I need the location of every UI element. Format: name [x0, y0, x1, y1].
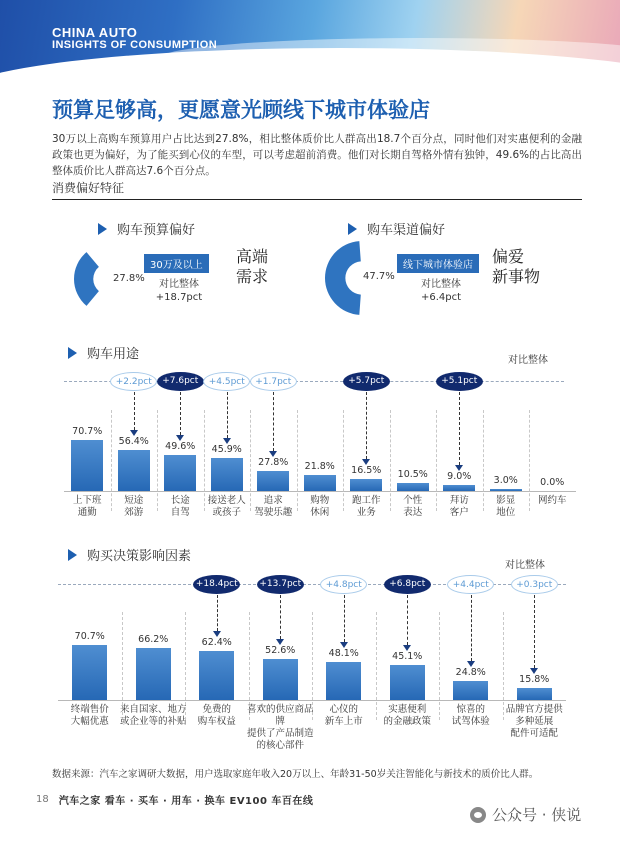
factors-bar — [263, 659, 298, 700]
factors-category-label — [245, 704, 317, 752]
factors-heading-label: 购买决策影响因素 — [87, 549, 192, 564]
usage-bar — [443, 485, 475, 491]
factors-bar — [136, 648, 171, 700]
usage-bar — [118, 450, 150, 491]
usage-category-label-line: 驾驶乐趣 — [254, 507, 293, 518]
factors-delta-arrow — [471, 595, 472, 661]
usage-delta-arrow — [273, 392, 274, 451]
usage-category-label-line: 拜访 — [449, 495, 469, 506]
usage-category-label — [525, 495, 580, 507]
factors-category-label-line: 惊喜的 — [456, 704, 485, 715]
factors-heading — [68, 545, 191, 564]
usage-category-label-line: 网约车 — [537, 495, 567, 506]
usage-category-label-line: 表达 — [403, 507, 423, 518]
intro-paragraph: 30万以上高购车预算用户占比达到27.8%，相比整体质价比人群高出18.7个百分点，同时他们对实惠便利的金融政策也更为偏好，为了能买到心仪的车型，可以考虑超前消费。他们对长期自驾格外情有独钟，49.6%的占比高出整体质价比人群高达7.6个百分点。 — [52, 133, 582, 177]
usage-delta-arrow — [366, 392, 367, 459]
factors-delta-pill: +4.8pct — [320, 575, 367, 594]
watermark-text: 公众号 · 侠说 — [492, 806, 582, 824]
usage-heading-label: 购车用途 — [87, 347, 140, 362]
usage-bar — [164, 455, 196, 491]
banner-wave-decoration — [0, 48, 620, 86]
factors-bar — [390, 665, 425, 700]
channel-feature-line-2: 新事物 — [492, 267, 541, 286]
usage-bar — [350, 479, 382, 491]
usage-category-label-line: 郊游 — [124, 507, 144, 518]
budget-compare-label: 对比整体 — [159, 279, 199, 290]
usage-delta-pill: +1.7pct — [250, 372, 297, 391]
factors-category-label-line: 的核心部件 — [256, 740, 304, 751]
usage-category-label-line: 或孩子 — [212, 507, 241, 518]
channel-tag: 线下城市体验店 — [397, 254, 479, 273]
factors-category-label — [499, 704, 571, 740]
triangle-bullet-icon — [348, 223, 357, 235]
factors-value-label: 45.1% — [392, 650, 423, 662]
usage-bar — [211, 458, 243, 491]
channel-pie-slice — [325, 241, 361, 315]
factors-category-label — [372, 704, 444, 728]
usage-bar — [490, 489, 522, 491]
factors-category-label-line: 来自国家、地方 — [119, 704, 187, 715]
factors-category-label-line: 多种延展 — [515, 716, 554, 727]
factors-delta-pill: +18.4pct — [193, 575, 240, 594]
channel-compare-label: 对比整体 — [421, 279, 461, 290]
triangle-bullet-icon — [68, 549, 77, 561]
factors-category-label-line: 喜欢的供应商品牌 — [246, 704, 314, 727]
channel-feature-line-1: 偏爱 — [492, 247, 525, 266]
usage-delta-pill: +5.1pct — [436, 372, 483, 391]
budget-heading — [98, 219, 195, 238]
factors-value-label: 62.4% — [201, 637, 232, 649]
usage-category-label-line: 追求 — [263, 495, 283, 506]
usage-delta-pill: +4.5pct — [203, 372, 250, 391]
usage-value-label: 49.6% — [165, 441, 196, 453]
usage-category-label-line: 跑工作 — [351, 495, 381, 506]
factors-delta-arrow — [217, 595, 218, 631]
usage-value-label: 16.5% — [351, 465, 382, 477]
usage-category-label-line: 通勤 — [77, 507, 97, 518]
triangle-bullet-icon — [98, 223, 107, 235]
factors-category-label — [181, 704, 253, 728]
factors-value-label: 70.7% — [74, 630, 105, 642]
factors-category-label-line: 购车权益 — [197, 716, 236, 727]
factors-category-label-line: 大幅优惠 — [70, 716, 109, 727]
usage-value-label: 3.0% — [493, 474, 518, 486]
factors-category-label-line: 实惠便利 — [388, 704, 427, 715]
brand-line-2: INSIGHTS OF CONSUMPTION — [52, 39, 218, 51]
budget-heading-label: 购车预算偏好 — [117, 223, 196, 238]
factors-category-label-line: 心仪的 — [329, 704, 358, 715]
usage-bar — [304, 475, 336, 491]
usage-category-label-line: 上下班 — [72, 495, 102, 506]
section-title: 消费偏好特征 — [52, 179, 582, 200]
channel-compare — [405, 278, 477, 304]
page-title: 预算足够高，更愿意光顾线下城市体验店 — [52, 98, 430, 122]
channel-compare-value: +6.4pct — [420, 292, 462, 303]
usage-delta-arrow — [180, 392, 181, 435]
factors-category-label — [435, 704, 507, 728]
budget-feature-line-1: 高端 — [236, 247, 269, 266]
usage-value-label: 0.0% — [540, 477, 565, 488]
usage-category-label-line: 接送老人 — [207, 495, 246, 506]
usage-value-label: 9.0% — [447, 470, 472, 482]
usage-category-label-line: 长途 — [170, 495, 190, 506]
usage-value-label: 27.8% — [258, 456, 289, 468]
channel-percent: 47.7% — [363, 271, 395, 282]
factors-delta-pill: +4.4pct — [447, 575, 494, 594]
budget-percent: 27.8% — [113, 273, 145, 284]
factors-delta-pill: +0.3pct — [511, 575, 558, 594]
budget-feature-line-2: 需求 — [236, 267, 269, 286]
factors-bar — [199, 651, 234, 700]
usage-delta-pill: +7.6pct — [157, 372, 204, 391]
budget-compare — [145, 278, 213, 304]
usage-compare-note: 对比整体 — [508, 355, 548, 366]
data-source-note: 数据来源：汽车之家调研大数据，用户选取家庭年收入20万以上、年龄31-50岁关注智能化与新技术的质价比人群。 — [52, 769, 539, 780]
factors-category-label-line: 终端售价 — [70, 704, 109, 715]
factors-delta-arrow — [407, 595, 408, 645]
budget-feature — [236, 247, 268, 287]
usage-category-label-line: 影显 — [496, 495, 516, 506]
channel-heading-label: 购车渠道偏好 — [367, 223, 446, 238]
factors-category-label-line: 试驾体验 — [451, 716, 490, 727]
usage-delta-arrow — [227, 392, 228, 438]
budget-tag: 30万及以上 — [144, 254, 209, 273]
factors-value-label: 66.2% — [138, 634, 169, 646]
footer-brands: 汽车之家 看车 · 买车 · 用车 · 换车 EV100 车百在线 — [58, 796, 314, 807]
factors-value-label: 24.8% — [455, 666, 486, 678]
usage-delta-pill: +5.7pct — [343, 372, 390, 391]
factors-category-label-line: 或企业等的补贴 — [119, 716, 187, 727]
factors-category-label-line: 新车上市 — [324, 716, 363, 727]
usage-bar — [71, 440, 103, 491]
usage-category-label-line: 客户 — [449, 507, 469, 518]
usage-value-label: 45.9% — [211, 443, 242, 455]
budget-pie-slice — [74, 252, 99, 306]
usage-category-label-line: 地位 — [496, 507, 516, 518]
factors-bar — [517, 688, 552, 700]
factors-delta-pill: +13.7pct — [257, 575, 304, 594]
usage-value-label: 56.4% — [118, 436, 149, 448]
factors-bar — [453, 681, 488, 700]
usage-value-label: 21.8% — [304, 461, 335, 473]
usage-bar — [257, 471, 289, 491]
usage-baseline — [64, 491, 576, 492]
wechat-icon — [470, 807, 486, 823]
brand-logo-text — [52, 26, 217, 52]
usage-category-label-line: 休闲 — [310, 507, 330, 518]
wechat-watermark — [470, 804, 581, 825]
triangle-bullet-icon — [68, 347, 77, 359]
usage-category-label-line: 短途 — [124, 495, 144, 506]
factors-value-label: 15.8% — [519, 673, 550, 685]
header-banner — [0, 0, 620, 86]
usage-bar — [397, 483, 429, 491]
factors-category-label-line: 免费的 — [202, 704, 231, 715]
factors-category-label-line: 配件可适配 — [510, 728, 558, 739]
usage-heading — [68, 343, 139, 362]
factors-delta-arrow — [280, 595, 281, 639]
factors-category-label — [308, 704, 380, 728]
channel-feature — [492, 247, 540, 287]
usage-delta-arrow — [134, 392, 135, 430]
channel-heading — [348, 219, 445, 238]
usage-delta-pill: +2.2pct — [110, 372, 157, 391]
brand-line-1: CHINA AUTO — [52, 25, 138, 40]
factors-category-label — [54, 704, 126, 728]
page-footer — [36, 792, 313, 807]
usage-category-label-line: 自驾 — [170, 507, 190, 518]
factors-bar — [72, 645, 107, 700]
factors-category-label-line: 的金融政策 — [383, 716, 431, 727]
usage-value-label: 70.7% — [72, 426, 103, 438]
factors-compare-note: 对比整体 — [505, 560, 545, 571]
factors-value-label: 48.1% — [328, 648, 359, 660]
usage-category-label-line: 业务 — [356, 507, 376, 518]
factors-delta-pill: +6.8pct — [384, 575, 431, 594]
factors-category-label-line: 品牌官方提供 — [505, 704, 563, 715]
factors-bar — [326, 662, 361, 700]
usage-category-label-line: 购物 — [310, 495, 330, 506]
factors-category-label — [118, 704, 190, 728]
factors-delta-arrow — [344, 595, 345, 642]
factors-category-label-line: 提供了产品制造 — [246, 728, 314, 739]
factors-delta-arrow — [534, 595, 535, 668]
factors-value-label: 52.6% — [265, 644, 296, 656]
budget-compare-value: +18.7pct — [155, 292, 203, 303]
page-number: 18 — [36, 794, 49, 805]
usage-value-label: 10.5% — [397, 469, 428, 481]
usage-delta-arrow — [459, 392, 460, 465]
usage-category-label-line: 个性 — [403, 495, 423, 506]
